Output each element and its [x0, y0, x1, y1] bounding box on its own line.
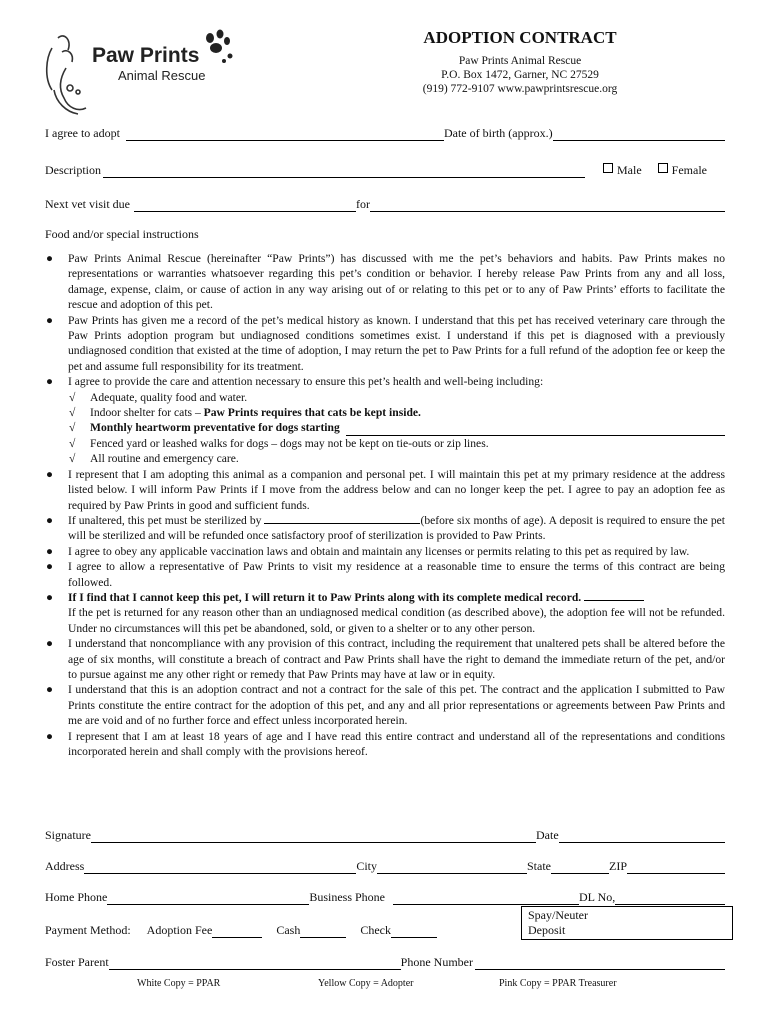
home-phone-label: Home Phone — [45, 890, 108, 904]
signature-field[interactable] — [91, 829, 536, 843]
list-item: ● If I find that I cannot keep this pet, I will return it to Paw Prints along with its complete medical record. If the pet is returned for any reason other than an undiagnosed medical condition (as described above), the adoption fee will not be refunded. Under no circumstances will this pet be abandoned, sold, or given to a shelter or to any other person. — [46, 590, 725, 635]
check-label: Check — [360, 923, 391, 937]
cash-field[interactable] — [300, 924, 346, 938]
return-initials-field[interactable] — [584, 590, 644, 601]
female-label: Female — [671, 163, 707, 177]
payment-row — [45, 923, 437, 938]
care-item: √ Indoor shelter for cats – Paw Prints requires that cats be kept inside. — [69, 406, 421, 420]
page-title: ADOPTION CONTRACT — [423, 28, 617, 47]
description-label: Description — [45, 163, 101, 177]
next-vet-field[interactable] — [134, 198, 356, 212]
business-phone-label: Business Phone — [309, 890, 386, 904]
list-item: ● I represent that I am at least 18 years of age and I have read this entire contract and understand all of the representations and conditions incorporated herein and shall comply with the provisions hereof. — [46, 729, 725, 758]
phone-number-label: Phone Number — [400, 955, 473, 969]
spay-neuter-label: Spay/Neuter — [528, 908, 588, 922]
list-item: ● If unaltered, this pet must be sterilized by (before six months of age). A deposit is required to ensure the pet will be sterilized and will be refunded once satisfactory proof of sterilization is provided to Paw Prints. — [46, 513, 725, 543]
food-row — [45, 227, 725, 242]
contract-header — [360, 28, 680, 96]
male-checkbox[interactable] — [603, 163, 613, 173]
check-field[interactable] — [391, 924, 437, 938]
pink-copy-note: Pink Copy = PPAR Treasurer — [499, 978, 617, 989]
state-field[interactable] — [551, 860, 609, 874]
logo-subtitle: Animal Rescue — [118, 68, 206, 83]
agree-adopt-label: I agree to adopt — [45, 126, 120, 140]
home-phone-field[interactable] — [107, 891, 309, 905]
male-option[interactable] — [603, 163, 642, 178]
food-label: Food and/or special instructions — [45, 227, 199, 241]
foster-row — [45, 955, 725, 970]
for-label: for — [355, 197, 370, 211]
list-item: ● Paw Prints has given me a record of the pet’s medical history as known. I understand that this pet has received veterinary care through the Paw Prints adoption program but undiagnosed conditions sometimes exist. I understand if this pet is diagnosed with a previously undiagnosed condition that existed at the time of adoption, I may return the pet to Paw Prints for a full refund of the adoption fee or keep the pet and assume full responsibility for its treatment. — [46, 313, 725, 373]
foster-parent-label: Foster Parent — [45, 955, 109, 969]
deposit-label: Deposit — [528, 923, 566, 937]
next-vet-label: Next vet visit due — [45, 197, 130, 211]
logo-title: Paw Prints — [92, 44, 200, 67]
care-item: √ All routine and emergency care. — [69, 452, 239, 466]
care-item: √ Adequate, quality food and water. — [69, 390, 248, 404]
female-option[interactable] — [658, 163, 707, 178]
zip-field[interactable] — [627, 860, 725, 874]
list-item: ● I understand that noncompliance with any provision of this contract, including the requirement that unaltered pets shall be altered before the age of six months, will constitute a breach of contract and Paw Prints shall have the right to demand the immediate return of the pet, and/or to pursue against me any other right or remedy that Paw Prints may have at law or in equity. — [46, 637, 725, 681]
list-item: ● I agree to obey any applicable vaccination laws and obtain and maintain any licenses or permits relating to this pet as required by law. — [46, 544, 690, 558]
list-item: ● I represent that I am adopting this animal as a companion and personal pet. I will maintain this pet at my primary residence at the address listed below. I will inform Paw Prints if I move from the address below and can no longer keep the pet. I agree to pay an adoption fee as required by Paw Prints in good and sufficient funds. — [46, 467, 725, 512]
payment-method-label: Payment Method: — [45, 923, 131, 937]
org-name: Paw Prints Animal Rescue — [458, 55, 582, 67]
foster-phone-field[interactable] — [475, 956, 725, 970]
dob-label: Date of birth (approx.) — [443, 126, 553, 140]
list-item: ● I agree to allow a representative of Paw Prints to visit my residence at a reasonable time to ensure the terms of this contract are being followed. — [46, 560, 725, 589]
org-address: P.O. Box 1472, Garner, NC 27529 — [441, 69, 599, 81]
vet-for-field[interactable] — [370, 198, 725, 212]
description-row — [45, 163, 725, 178]
address-label: Address — [45, 859, 85, 873]
foster-parent-field[interactable] — [109, 956, 401, 970]
heartworm-start-field[interactable] — [346, 423, 725, 436]
male-label: Male — [617, 163, 642, 177]
date-field[interactable] — [559, 829, 725, 843]
list-item: ● I agree to provide the care and attention necessary to ensure this pet’s health and well-being including: — [46, 375, 544, 389]
org-contact: (919) 772-9107 www.pawprintsrescue.org — [422, 83, 618, 95]
spay-deposit-box[interactable] — [521, 906, 733, 940]
white-copy-note: White Copy = PPAR — [137, 978, 221, 989]
terms-list — [45, 251, 725, 759]
date-label: Date — [536, 828, 559, 842]
dob-field[interactable] — [553, 127, 725, 141]
list-item: ● Paw Prints Animal Rescue (hereinafter “Paw Prints”) has discussed with me the pet’s behaviors and habits. Paw Prints makes no representations or warranties whatsoever regarding this pet’s condition or behavior. I hereby release Paw Prints from any and all loss, damage, expense, claim, or cause of action in any way arising out of or relating to this pet or to any of Paw Prints’ efforts to facilitate the rescue and adoption of this pet. — [46, 252, 725, 312]
state-label: State — [527, 859, 551, 873]
female-checkbox[interactable] — [658, 163, 668, 173]
adopt-pet-field[interactable] — [126, 127, 444, 141]
business-phone-field[interactable] — [393, 891, 579, 905]
care-item: √ Monthly heartworm preventative for dogs starting — [45, 420, 725, 435]
list-item: ● I understand that this is an adoption contract and not a contract for the sale of this pet. The contract and the application I submitted to Paw Prints constitute the entire contract for the adoption of this pet, and any and all prior representations or agreements between Paw Prints and me are void and of no further force and effect unless incorporated herein. — [46, 683, 725, 728]
yellow-copy-note: Yellow Copy = Adopter — [318, 978, 414, 989]
zip-label: ZIP — [609, 859, 627, 873]
adoption-fee-label: Adoption Fee — [146, 923, 213, 937]
address-field[interactable] — [84, 860, 356, 874]
phone-row — [45, 890, 725, 905]
dl-label: DL No, — [579, 890, 616, 904]
vet-row — [45, 197, 725, 212]
city-field[interactable] — [377, 860, 527, 874]
care-item: √ Fenced yard or leashed walks for dogs – dogs may not be kept on tie-outs or zip lines. — [69, 436, 489, 450]
signature-label: Signature — [45, 828, 91, 842]
address-row — [45, 859, 725, 874]
adopt-row — [45, 126, 725, 141]
signature-row — [45, 828, 725, 843]
dl-field[interactable] — [615, 891, 725, 905]
sterilize-by-field[interactable] — [264, 513, 420, 524]
adoption-fee-field[interactable] — [212, 924, 262, 938]
cash-label: Cash — [276, 923, 301, 937]
description-field[interactable] — [103, 164, 585, 178]
city-label: City — [356, 859, 377, 873]
